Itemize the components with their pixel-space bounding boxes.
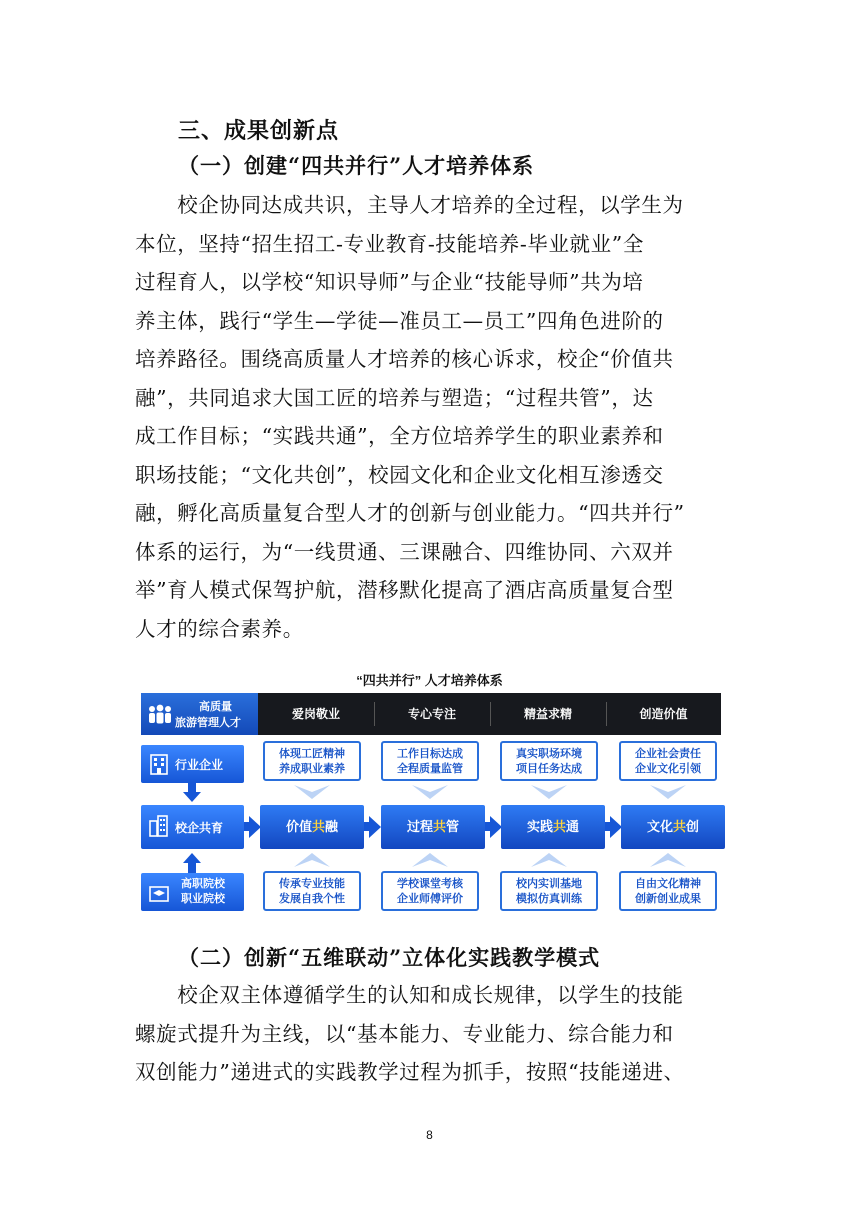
card-line: 全程质量监管 — [397, 763, 463, 775]
main-box-text: 管 — [446, 819, 460, 834]
school-label-line1: 高职院校 — [181, 878, 225, 890]
main-box-text: 文化 — [646, 819, 673, 834]
paragraph-line: 成工作目标；“实践共通”，全方位培养学生的职业素养和 — [135, 424, 664, 448]
lower-card-4 — [619, 871, 717, 911]
paragraph-line: 校企双主体遵循学生的认知和成长规律，以学生的技能 — [135, 983, 684, 1007]
paragraph-line: 体系的运行，为“一线贯通、三课融合、四维协同、六双并 — [135, 539, 674, 564]
card-line: 传承专业技能 — [279, 878, 345, 890]
card-line: 自由文化精神 — [635, 878, 701, 890]
main-box-text: 创 — [686, 819, 700, 834]
arrow-down-icon — [183, 792, 201, 802]
card-line: 真实职场环境 — [516, 748, 582, 760]
industry-box — [141, 745, 244, 783]
card-line: 校内实训基地 — [516, 878, 582, 890]
school-label-line2: 职业院校 — [181, 893, 225, 905]
talent-system-diagram — [141, 693, 721, 913]
card-line: 发展自我个性 — [279, 893, 345, 905]
main-box-highlight: 共 — [552, 819, 566, 834]
chevron-up-icon — [410, 851, 450, 869]
school-box — [141, 873, 244, 911]
main-box-text: 过程 — [406, 819, 433, 834]
paragraph-line: 人才的综合素养。 — [135, 616, 304, 641]
card-line: 模拟仿真训练 — [516, 893, 582, 905]
paragraph-line: 校企协同达成共识，主导人才培养的全过程，以学生为 — [135, 193, 684, 217]
top-cell-4: 创造价值 — [639, 707, 688, 721]
lower-card-2 — [381, 871, 479, 911]
card-line: 企业师傅评价 — [397, 893, 463, 905]
page-number: 8 — [426, 1128, 433, 1142]
top-bar-target-line2: 旅游管理人才 — [175, 717, 241, 729]
top-cell-1: 爱岗敬业 — [291, 707, 340, 721]
chevron-down-icon — [529, 783, 569, 801]
paragraph-line: 融”，共同追求大国工匠的培养与塑造；“过程共管”，达 — [135, 385, 654, 410]
building-icon — [149, 753, 169, 775]
paragraph-1 — [135, 186, 731, 648]
chevron-down-icon — [648, 783, 688, 801]
main-box-text: 价值 — [285, 819, 312, 834]
chevron-up-icon — [529, 851, 569, 869]
cooperation-label: 校企共育 — [175, 821, 224, 835]
main-box-4 — [621, 805, 725, 849]
paragraph-line: 融，孵化高质量复合型人才的创新与创业能力。“四共并行” — [135, 501, 685, 525]
upper-card-4 — [619, 741, 717, 781]
paragraph-line: 双创能力”递进式的实践教学过程为抓手，按照“技能递进、 — [135, 1060, 685, 1084]
arrow-right-icon — [369, 816, 381, 838]
main-box-text: 融 — [325, 819, 339, 834]
card-line: 企业文化引领 — [635, 763, 701, 775]
top-bar-target — [141, 693, 258, 735]
upper-card-1 — [263, 741, 361, 781]
section-heading: 三、成果创新点 — [178, 119, 340, 144]
main-box-3 — [501, 805, 605, 849]
card-line: 体现工匠精神 — [279, 748, 345, 760]
graduation-cap-icon — [149, 881, 169, 903]
lower-card-1 — [263, 871, 361, 911]
paragraph-line: 养主体，践行“学生—学徒—准员工—员工”四角色进阶的 — [135, 308, 664, 333]
card-line: 工作目标达成 — [397, 748, 463, 760]
card-line: 项目任务达成 — [516, 763, 582, 775]
card-line: 创新创业成果 — [635, 893, 701, 905]
paragraph-line: 培养路径。围绕高质量人才培养的核心诉求，校企“价值共 — [135, 347, 674, 371]
school-label — [181, 877, 225, 907]
chevron-up-icon — [292, 851, 332, 869]
main-box-text: 实践 — [526, 819, 553, 834]
office-building-icon — [149, 815, 169, 837]
upper-card-3 — [500, 741, 598, 781]
arrow-stem — [188, 863, 196, 873]
main-box-highlight: 共 — [672, 819, 686, 834]
industry-label: 行业企业 — [175, 758, 224, 772]
chevron-down-icon — [292, 783, 332, 801]
paragraph-line: 过程育人，以学校“知识导师”与企业“技能导师”共为培 — [135, 270, 644, 294]
subsection-heading-2: （二）创新“五维联动”立体化实践教学模式 — [178, 945, 601, 970]
diagram-title: “四共并行” 人才培养体系 — [356, 673, 503, 688]
top-cell-3: 精益求精 — [523, 707, 572, 721]
paragraph-2 — [135, 976, 731, 1092]
subsection-heading-1: （一）创建“四共并行”人才培养体系 — [178, 153, 535, 178]
upper-card-2 — [381, 741, 479, 781]
card-line: 养成职业素养 — [279, 763, 345, 775]
main-box-2 — [381, 805, 485, 849]
people-group-icon — [147, 703, 173, 725]
paragraph-line: 螺旋式提升为主线，以“基本能力、专业能力、综合能力和 — [135, 1021, 674, 1046]
lower-card-3 — [500, 871, 598, 911]
main-box-text: 通 — [566, 819, 580, 834]
top-cell-2: 专心专注 — [407, 707, 456, 721]
chevron-up-icon — [648, 851, 688, 869]
card-line: 企业社会责任 — [635, 748, 701, 760]
paragraph-line: 举”育人模式保驾护航，潜移默化提高了酒店高质量复合型 — [135, 578, 674, 602]
cooperation-box — [141, 805, 244, 849]
arrow-up-icon — [183, 853, 201, 863]
paragraph-line: 本位，坚持“招生招工-专业教育-技能培养-毕业就业”全 — [135, 231, 644, 256]
chevron-down-icon — [410, 783, 450, 801]
card-line: 学校课堂考核 — [397, 878, 463, 890]
paragraph-line: 职场技能；“文化共创”，校园文化和企业文化相互渗透交 — [135, 462, 664, 487]
main-box-highlight: 共 — [311, 819, 325, 834]
diagram-top-bar — [141, 693, 721, 735]
top-bar-target-line1: 高质量 — [199, 701, 232, 713]
main-box-highlight: 共 — [432, 819, 446, 834]
main-box-1 — [260, 805, 364, 849]
